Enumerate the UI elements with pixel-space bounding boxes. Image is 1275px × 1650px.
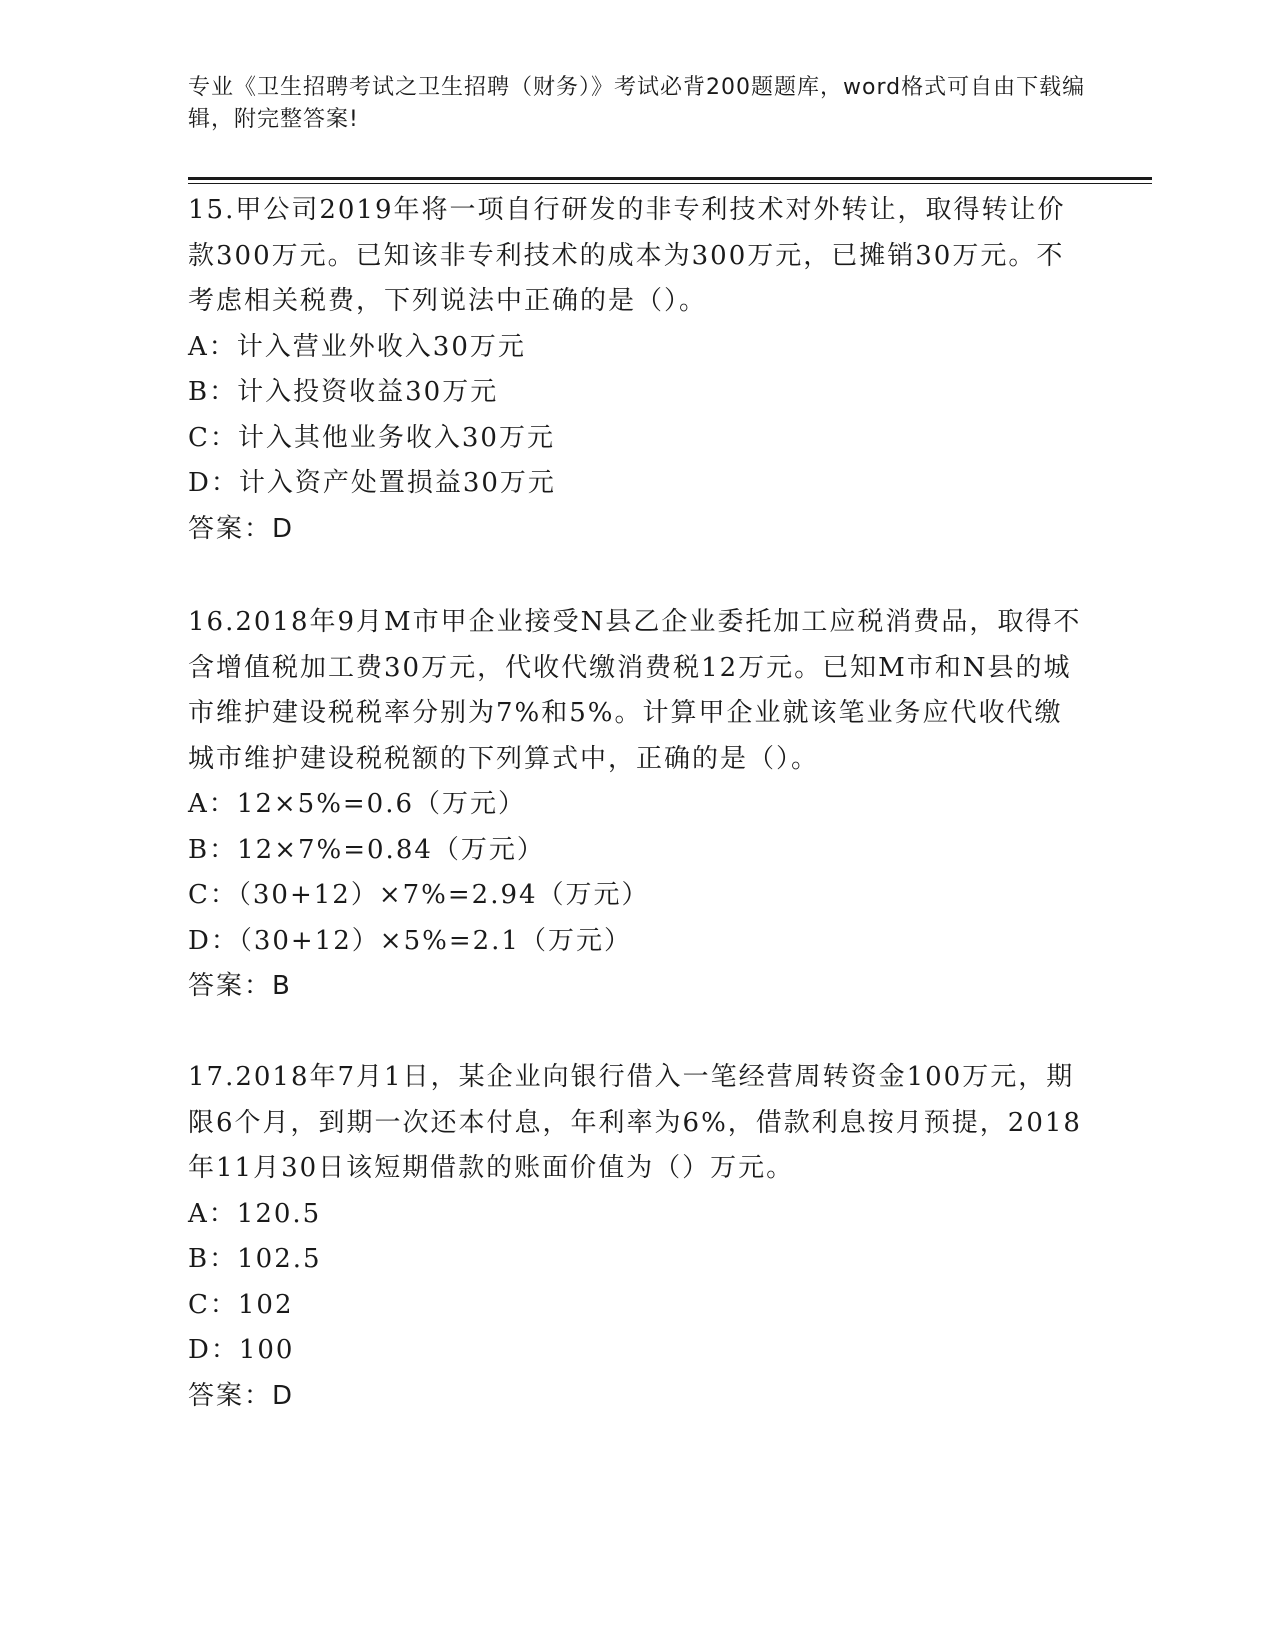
option-a: A：计入营业外收入30万元 [188, 331, 526, 362]
question-stem: 15.甲公司2019年将一项自行研发的非专利技术对外转让，取得转让价款300万元。已知该非专利技术的成本为300万元，已摊销30万元。不考虑相关税费，下列说法中正确的是（）。 [188, 195, 1066, 316]
option-d: D：100 [188, 1335, 295, 1365]
option-c: C：（30+12）×7%=2.94（万元） [188, 880, 650, 910]
option-a: A：12×5%=0.6（万元） [188, 789, 527, 819]
option-b: B：12×7%=0.84（万元） [188, 834, 545, 865]
question-stem: 17.2018年7月1日，某企业向银行借入一笔经营周转资金100万元，期限6个月，到期一次还本付息，年利率为6%，借款利息按月预提，2018年11月30日该短期借款的账面价值为（）万元。 [188, 1062, 1082, 1183]
option-d: D：计入资产处置损益30万元 [188, 468, 556, 498]
header-divider-thin [188, 183, 1152, 184]
question-block [188, 1055, 1088, 1419]
option-c: C：102 [188, 1289, 294, 1320]
answer-line: 答案：D [188, 513, 295, 544]
option-c: C：计入其他业务收入30万元 [188, 422, 555, 453]
option-b: B：计入投资收益30万元 [188, 377, 499, 407]
answer-line: 答案：D [188, 1380, 295, 1411]
answer-line: 答案：B [188, 971, 292, 1001]
question-block [188, 600, 1088, 1010]
option-d: D：（30+12）×5%=2.1（万元） [188, 925, 632, 956]
option-a: A：120.5 [188, 1198, 322, 1229]
option-b: B：102.5 [188, 1244, 322, 1274]
question-stem: 16.2018年9月M市甲企业接受N县乙企业委托加工应税消费品，取得不含增值税加工费30万元，代收代缴消费税12万元。已知M市和N县的城市维护建设税税率分别为7%和5%。计算甲企业就该笔业务应代收代缴城市维护建设税税额的下列算式中，正确的是（）。 [188, 607, 1082, 774]
question-block [188, 188, 1088, 552]
header-divider-thick [188, 177, 1152, 180]
document-header: 专业《卫生招聘考试之卫生招聘（财务）》考试必背200题题库，word格式可自由下载编辑，附完整答案! [188, 75, 1086, 132]
